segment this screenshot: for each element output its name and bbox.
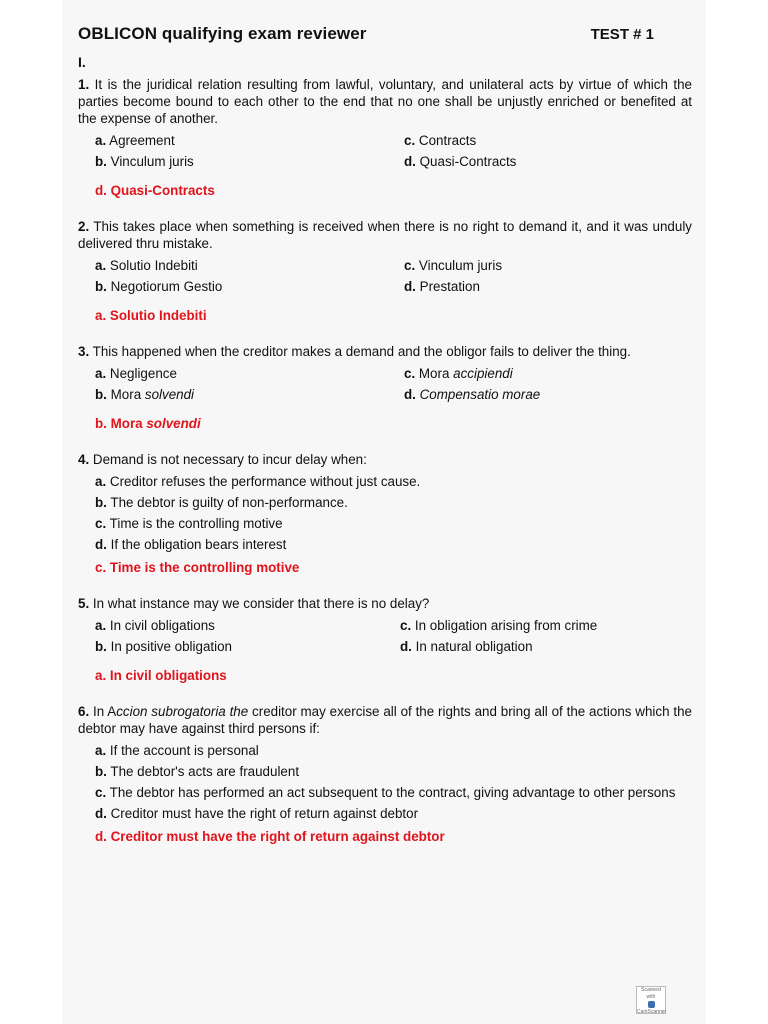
option-a: a. Solutio Indebiti	[95, 258, 198, 273]
watermark-line-2: CamScanner	[637, 1001, 665, 1016]
document-page	[78, 24, 692, 864]
watermark-line-1: Scanned with	[641, 987, 661, 1000]
option-c: c. The debtor has performed an act subsequent to the contract, giving advantage to other persons	[95, 785, 676, 800]
options	[95, 258, 692, 294]
question-2	[78, 218, 692, 323]
question-text: 6. In Accion subrogatoria the creditor may exercise all of the rights and bring all of the actions which the debtor may have against third persons if:	[78, 704, 692, 736]
option-b: b. Vinculum juris	[95, 154, 194, 169]
option-a: a. Agreement	[95, 133, 175, 148]
option-a: a. Negligence	[95, 366, 177, 381]
header	[78, 24, 692, 44]
test-number: TEST # 1	[590, 26, 654, 43]
options	[95, 366, 692, 402]
option-d: d. Quasi-Contracts	[404, 154, 517, 169]
option-c: c. In obligation arising from crime	[400, 618, 598, 633]
section-label: I.	[78, 54, 86, 70]
option-a: a. Creditor refuses the performance without just cause.	[95, 474, 421, 489]
option-b: b. In positive obligation	[95, 639, 232, 654]
options	[95, 133, 692, 169]
question-text: 1. It is the juridical relation resulting from lawful, voluntary, and unilateral acts by virtue of which the parties become bound to each other to the end that no one shall be unjustly enriched or benefited at the expense of another.	[78, 77, 692, 126]
answer: b. Mora solvendi	[95, 416, 201, 431]
options	[95, 743, 692, 821]
question-5	[78, 595, 692, 683]
option-b: b. The debtor is guilty of non-performance.	[95, 495, 348, 510]
question-3	[78, 343, 692, 431]
question-text: 5. In what instance may we consider that there is no delay?	[78, 596, 430, 611]
question-1	[78, 76, 692, 198]
camscanner-watermark	[636, 986, 666, 1014]
option-b: b. Mora solvendi	[95, 387, 195, 402]
answer: c. Time is the controlling motive	[95, 560, 300, 575]
option-c: c. Contracts	[404, 133, 477, 148]
option-c: c. Vinculum juris	[404, 258, 503, 273]
answer: a. In civil obligations	[95, 668, 227, 683]
option-d: d. Compensatio morae	[404, 387, 541, 402]
answer: a. Solutio Indebiti	[95, 308, 207, 323]
option-d: d. Creditor must have the right of return against debtor	[95, 806, 419, 821]
answer: d. Creditor must have the right of return against debtor	[95, 829, 445, 844]
options	[95, 474, 692, 552]
page-title: OBLICON qualifying exam reviewer	[78, 24, 367, 43]
option-d: d. In natural obligation	[400, 639, 533, 654]
option-b: b. The debtor's acts are fraudulent	[95, 764, 300, 779]
option-d: d. If the obligation bears interest	[95, 537, 287, 552]
option-b: b. Negotiorum Gestio	[95, 279, 223, 294]
options	[95, 618, 692, 654]
question-text: 2. This takes place when something is received when there is no right to demand it, and it was unduly delivered thru mistake.	[78, 219, 692, 251]
option-c: c. Mora accipiendi	[404, 366, 513, 381]
option-d: d. Prestation	[404, 279, 480, 294]
question-text: 3. This happened when the creditor makes a demand and the obligor fails to deliver the thing.	[78, 344, 631, 359]
option-c: c. Time is the controlling motive	[95, 516, 283, 531]
question-4	[78, 451, 692, 575]
option-a: a. If the account is personal	[95, 743, 259, 758]
option-a: a. In civil obligations	[95, 618, 215, 633]
question-6	[78, 703, 692, 844]
question-text: 4. Demand is not necessary to incur delay when:	[78, 452, 367, 467]
answer: d. Quasi-Contracts	[95, 183, 215, 198]
camscanner-logo-icon	[648, 1001, 655, 1008]
